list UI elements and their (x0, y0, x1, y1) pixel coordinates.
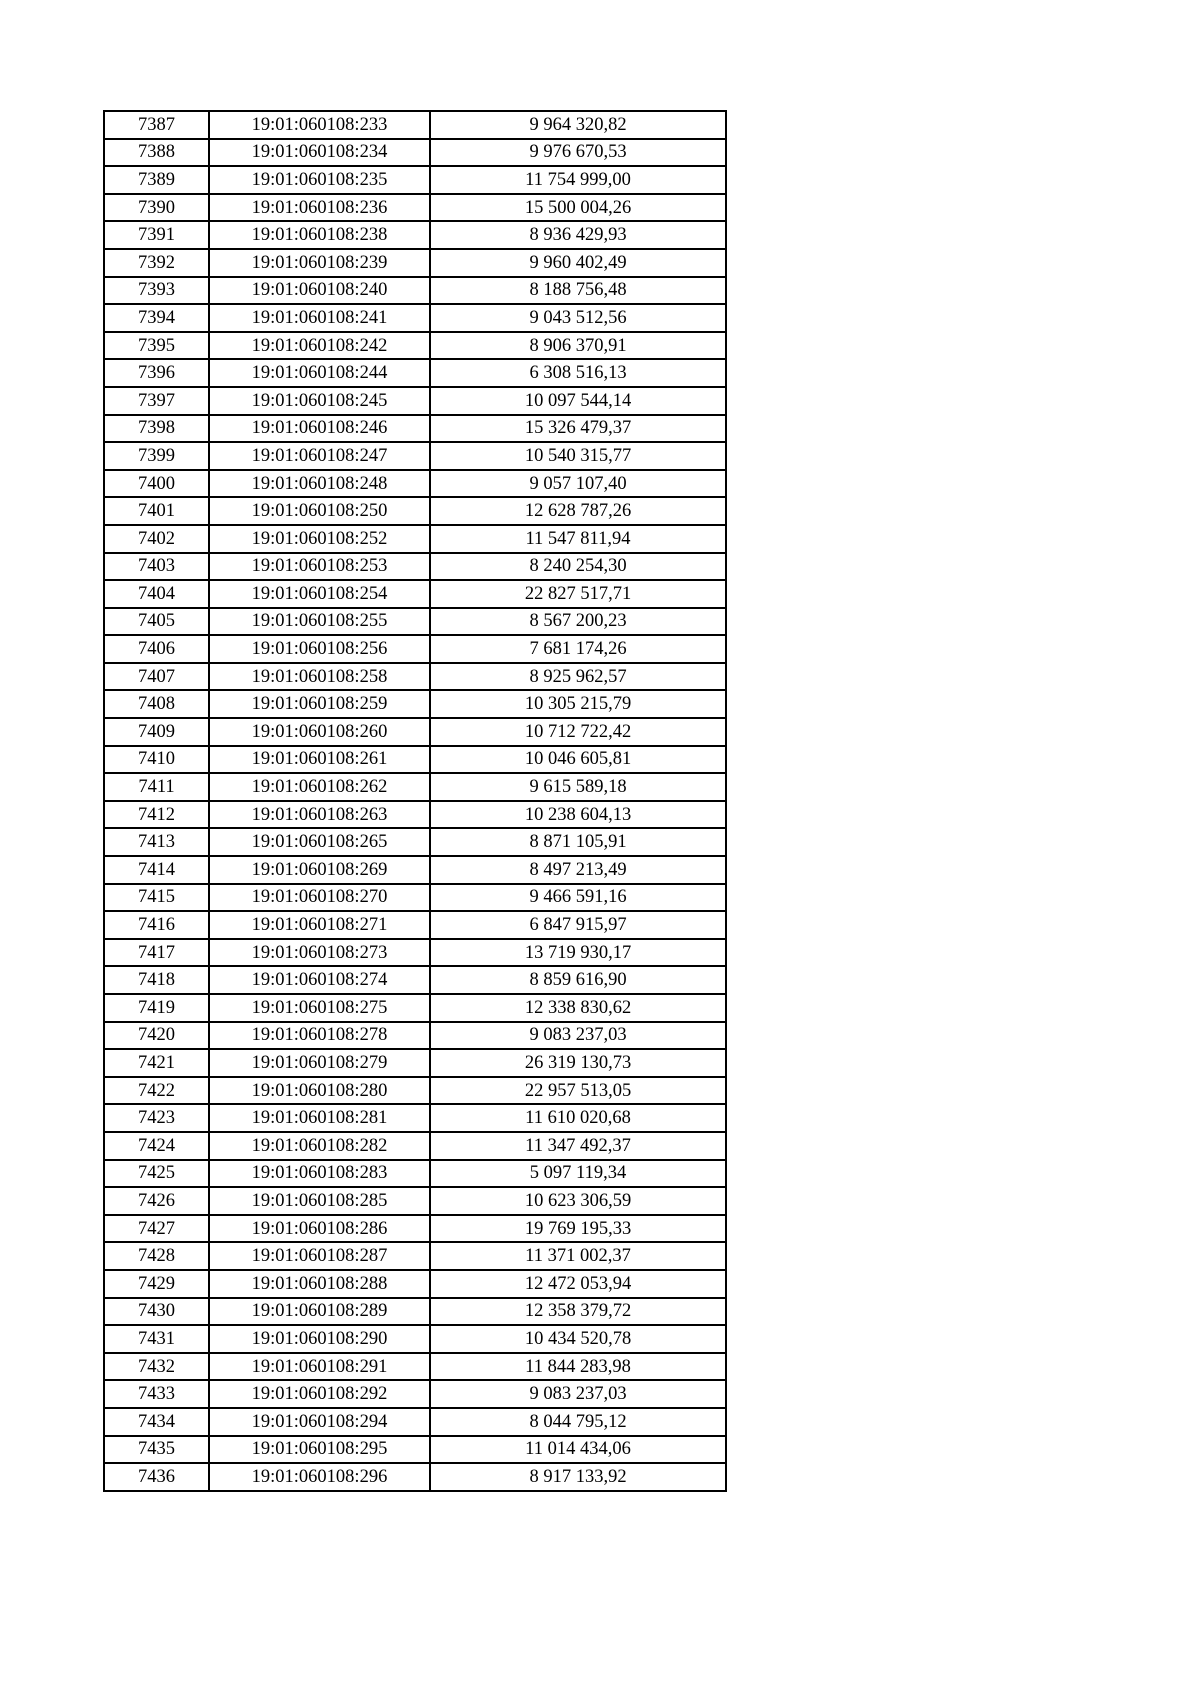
table-row (104, 442, 726, 470)
cadastral-number-cell: 19:01:060108:252 (209, 525, 430, 553)
table-row (104, 1187, 726, 1215)
row-number-cell: 7415 (104, 884, 209, 912)
table-row (104, 828, 726, 856)
row-number-cell: 7410 (104, 746, 209, 774)
table-row (104, 1408, 726, 1436)
row-number-cell: 7424 (104, 1132, 209, 1160)
table-row (104, 1022, 726, 1050)
row-number-cell: 7387 (104, 111, 209, 139)
cadastral-number-cell: 19:01:060108:250 (209, 497, 430, 525)
row-number-cell: 7426 (104, 1187, 209, 1215)
table-row (104, 580, 726, 608)
cadastral-number-cell: 19:01:060108:258 (209, 663, 430, 691)
cadastral-number-cell: 19:01:060108:290 (209, 1325, 430, 1353)
row-number-cell: 7401 (104, 497, 209, 525)
row-number-cell: 7413 (104, 828, 209, 856)
row-number-cell: 7388 (104, 139, 209, 167)
table-row (104, 1242, 726, 1270)
cadastral-number-cell: 19:01:060108:296 (209, 1463, 430, 1491)
cadastral-number-cell: 19:01:060108:288 (209, 1270, 430, 1298)
row-number-cell: 7412 (104, 801, 209, 829)
row-number-cell: 7409 (104, 718, 209, 746)
row-number-cell: 7408 (104, 690, 209, 718)
cadastral-number-cell: 19:01:060108:253 (209, 553, 430, 581)
cadastral-value-cell: 10 097 544,14 (430, 387, 726, 415)
cadastral-value-cell: 8 917 133,92 (430, 1463, 726, 1491)
cadastral-number-cell: 19:01:060108:242 (209, 332, 430, 360)
cadastral-value-cell: 12 472 053,94 (430, 1270, 726, 1298)
table-row (104, 1270, 726, 1298)
table-row (104, 332, 726, 360)
cadastral-number-cell: 19:01:060108:287 (209, 1242, 430, 1270)
table-row (104, 111, 726, 139)
cadastral-value-cell: 10 623 306,59 (430, 1187, 726, 1215)
row-number-cell: 7422 (104, 1077, 209, 1105)
row-number-cell: 7389 (104, 166, 209, 194)
cadastral-value-cell: 8 906 370,91 (430, 332, 726, 360)
row-number-cell: 7434 (104, 1408, 209, 1436)
cadastral-number-cell: 19:01:060108:279 (209, 1049, 430, 1077)
row-number-cell: 7416 (104, 911, 209, 939)
cadastral-number-cell: 19:01:060108:260 (209, 718, 430, 746)
row-number-cell: 7400 (104, 470, 209, 498)
table-row (104, 1132, 726, 1160)
row-number-cell: 7425 (104, 1160, 209, 1188)
table-row (104, 663, 726, 691)
row-number-cell: 7411 (104, 773, 209, 801)
table-row (104, 718, 726, 746)
cadastral-number-cell: 19:01:060108:239 (209, 249, 430, 277)
cadastral-value-cell: 6 308 516,13 (430, 359, 726, 387)
table-row (104, 1463, 726, 1491)
cadastral-value-cell: 11 547 811,94 (430, 525, 726, 553)
row-number-cell: 7405 (104, 608, 209, 636)
cadastral-number-cell: 19:01:060108:265 (209, 828, 430, 856)
row-number-cell: 7395 (104, 332, 209, 360)
table-row (104, 856, 726, 884)
row-number-cell: 7397 (104, 387, 209, 415)
cadastral-number-cell: 19:01:060108:271 (209, 911, 430, 939)
cadastral-number-cell: 19:01:060108:275 (209, 994, 430, 1022)
cadastral-value-cell: 10 434 520,78 (430, 1325, 726, 1353)
row-number-cell: 7391 (104, 221, 209, 249)
cadastral-value-cell: 10 238 604,13 (430, 801, 726, 829)
cadastral-number-cell: 19:01:060108:262 (209, 773, 430, 801)
row-number-cell: 7428 (104, 1242, 209, 1270)
cadastral-number-cell: 19:01:060108:261 (209, 746, 430, 774)
cadastral-value-cell: 9 615 589,18 (430, 773, 726, 801)
cadastral-number-cell: 19:01:060108:286 (209, 1215, 430, 1243)
row-number-cell: 7403 (104, 553, 209, 581)
cadastral-number-cell: 19:01:060108:248 (209, 470, 430, 498)
cadastral-value-cell: 9 964 320,82 (430, 111, 726, 139)
table-row (104, 1436, 726, 1464)
row-number-cell: 7429 (104, 1270, 209, 1298)
cadastral-value-cell: 11 610 020,68 (430, 1104, 726, 1132)
table-row (104, 525, 726, 553)
row-number-cell: 7421 (104, 1049, 209, 1077)
row-number-cell: 7419 (104, 994, 209, 1022)
cadastral-value-cell: 15 500 004,26 (430, 194, 726, 222)
cadastral-value-cell: 8 871 105,91 (430, 828, 726, 856)
row-number-cell: 7430 (104, 1298, 209, 1326)
cadastral-number-cell: 19:01:060108:234 (209, 139, 430, 167)
cadastral-value-cell: 12 338 830,62 (430, 994, 726, 1022)
table-row (104, 497, 726, 525)
cadastral-value-cell: 8 567 200,23 (430, 608, 726, 636)
cadastral-number-cell: 19:01:060108:240 (209, 277, 430, 305)
cadastral-value-cell: 12 628 787,26 (430, 497, 726, 525)
cadastral-value-cell: 10 540 315,77 (430, 442, 726, 470)
row-number-cell: 7423 (104, 1104, 209, 1132)
cadastral-number-cell: 19:01:060108:236 (209, 194, 430, 222)
cadastral-number-cell: 19:01:060108:295 (209, 1436, 430, 1464)
table-row (104, 249, 726, 277)
cadastral-value-cell: 9 043 512,56 (430, 304, 726, 332)
cadastral-value-cell: 10 712 722,42 (430, 718, 726, 746)
table-row (104, 690, 726, 718)
cadastral-value-cell: 11 844 283,98 (430, 1353, 726, 1381)
table-row (104, 1215, 726, 1243)
cadastral-number-cell: 19:01:060108:291 (209, 1353, 430, 1381)
cadastral-value-cell: 11 754 999,00 (430, 166, 726, 194)
table-row (104, 1104, 726, 1132)
table-row (104, 635, 726, 663)
table-row (104, 746, 726, 774)
cadastral-number-cell: 19:01:060108:269 (209, 856, 430, 884)
cadastral-value-cell: 26 319 130,73 (430, 1049, 726, 1077)
cadastral-value-cell: 11 347 492,37 (430, 1132, 726, 1160)
cadastral-value-cell: 10 046 605,81 (430, 746, 726, 774)
cadastral-number-cell: 19:01:060108:247 (209, 442, 430, 470)
table-row (104, 939, 726, 967)
table-row (104, 304, 726, 332)
cadastral-number-cell: 19:01:060108:292 (209, 1380, 430, 1408)
cadastral-number-cell: 19:01:060108:283 (209, 1160, 430, 1188)
table-row (104, 1160, 726, 1188)
cadastral-number-cell: 19:01:060108:270 (209, 884, 430, 912)
cadastral-value-cell: 9 976 670,53 (430, 139, 726, 167)
row-number-cell: 7420 (104, 1022, 209, 1050)
table-row (104, 166, 726, 194)
table-row (104, 553, 726, 581)
cadastral-value-cell: 8 497 213,49 (430, 856, 726, 884)
cadastral-number-cell: 19:01:060108:235 (209, 166, 430, 194)
cadastral-value-cell: 22 957 513,05 (430, 1077, 726, 1105)
row-number-cell: 7436 (104, 1463, 209, 1491)
cadastral-value-cell: 7 681 174,26 (430, 635, 726, 663)
row-number-cell: 7427 (104, 1215, 209, 1243)
cadastral-value-cell: 5 097 119,34 (430, 1160, 726, 1188)
row-number-cell: 7398 (104, 415, 209, 443)
cadastral-number-cell: 19:01:060108:289 (209, 1298, 430, 1326)
cadastral-number-cell: 19:01:060108:285 (209, 1187, 430, 1215)
row-number-cell: 7404 (104, 580, 209, 608)
cadastral-value-cell: 12 358 379,72 (430, 1298, 726, 1326)
cadastral-number-cell: 19:01:060108:255 (209, 608, 430, 636)
cadastral-value-cell: 9 083 237,03 (430, 1022, 726, 1050)
table-row (104, 608, 726, 636)
cadastral-value-cell: 8 044 795,12 (430, 1408, 726, 1436)
cadastral-value-cell: 8 240 254,30 (430, 553, 726, 581)
table-row (104, 470, 726, 498)
table-row (104, 387, 726, 415)
cadastral-value-cell: 22 827 517,71 (430, 580, 726, 608)
row-number-cell: 7390 (104, 194, 209, 222)
cadastral-value-cell: 10 305 215,79 (430, 690, 726, 718)
table-row (104, 911, 726, 939)
table-row (104, 994, 726, 1022)
cadastral-value-cell: 9 057 107,40 (430, 470, 726, 498)
row-number-cell: 7414 (104, 856, 209, 884)
cadastral-number-cell: 19:01:060108:280 (209, 1077, 430, 1105)
row-number-cell: 7431 (104, 1325, 209, 1353)
table-row (104, 801, 726, 829)
cadastral-number-cell: 19:01:060108:263 (209, 801, 430, 829)
cadastral-number-cell: 19:01:060108:256 (209, 635, 430, 663)
row-number-cell: 7432 (104, 1353, 209, 1381)
row-number-cell: 7435 (104, 1436, 209, 1464)
cadastral-value-cell: 19 769 195,33 (430, 1215, 726, 1243)
row-number-cell: 7393 (104, 277, 209, 305)
cadastral-number-cell: 19:01:060108:233 (209, 111, 430, 139)
cadastral-number-cell: 19:01:060108:246 (209, 415, 430, 443)
cadastral-number-cell: 19:01:060108:259 (209, 690, 430, 718)
cadastral-value-cell: 11 371 002,37 (430, 1242, 726, 1270)
cadastral-value-table (103, 110, 727, 1492)
table-row (104, 1077, 726, 1105)
table-row (104, 139, 726, 167)
row-number-cell: 7418 (104, 966, 209, 994)
cadastral-number-cell: 19:01:060108:241 (209, 304, 430, 332)
table-row (104, 966, 726, 994)
cadastral-number-cell: 19:01:060108:245 (209, 387, 430, 415)
table-row (104, 1298, 726, 1326)
cadastral-value-cell: 9 960 402,49 (430, 249, 726, 277)
table-row (104, 359, 726, 387)
table-body (104, 111, 726, 1491)
table-row (104, 1325, 726, 1353)
cadastral-value-cell: 11 014 434,06 (430, 1436, 726, 1464)
table-row (104, 884, 726, 912)
table-row (104, 415, 726, 443)
cadastral-value-cell: 8 188 756,48 (430, 277, 726, 305)
row-number-cell: 7394 (104, 304, 209, 332)
row-number-cell: 7402 (104, 525, 209, 553)
cadastral-value-cell: 9 466 591,16 (430, 884, 726, 912)
cadastral-number-cell: 19:01:060108:294 (209, 1408, 430, 1436)
table-row (104, 1049, 726, 1077)
cadastral-number-cell: 19:01:060108:274 (209, 966, 430, 994)
cadastral-value-cell: 6 847 915,97 (430, 911, 726, 939)
row-number-cell: 7406 (104, 635, 209, 663)
cadastral-value-cell: 8 859 616,90 (430, 966, 726, 994)
cadastral-value-cell: 13 719 930,17 (430, 939, 726, 967)
cadastral-number-cell: 19:01:060108:282 (209, 1132, 430, 1160)
cadastral-number-cell: 19:01:060108:281 (209, 1104, 430, 1132)
table-row (104, 773, 726, 801)
cadastral-value-cell: 8 936 429,93 (430, 221, 726, 249)
cadastral-number-cell: 19:01:060108:254 (209, 580, 430, 608)
table-row (104, 1380, 726, 1408)
table-row (104, 194, 726, 222)
table-row (104, 1353, 726, 1381)
table-row (104, 221, 726, 249)
row-number-cell: 7407 (104, 663, 209, 691)
cadastral-value-cell: 15 326 479,37 (430, 415, 726, 443)
cadastral-value-cell: 9 083 237,03 (430, 1380, 726, 1408)
row-number-cell: 7417 (104, 939, 209, 967)
row-number-cell: 7399 (104, 442, 209, 470)
cadastral-value-cell: 8 925 962,57 (430, 663, 726, 691)
cadastral-number-cell: 19:01:060108:278 (209, 1022, 430, 1050)
cadastral-number-cell: 19:01:060108:238 (209, 221, 430, 249)
table-row (104, 277, 726, 305)
row-number-cell: 7433 (104, 1380, 209, 1408)
row-number-cell: 7396 (104, 359, 209, 387)
row-number-cell: 7392 (104, 249, 209, 277)
cadastral-number-cell: 19:01:060108:273 (209, 939, 430, 967)
cadastral-number-cell: 19:01:060108:244 (209, 359, 430, 387)
